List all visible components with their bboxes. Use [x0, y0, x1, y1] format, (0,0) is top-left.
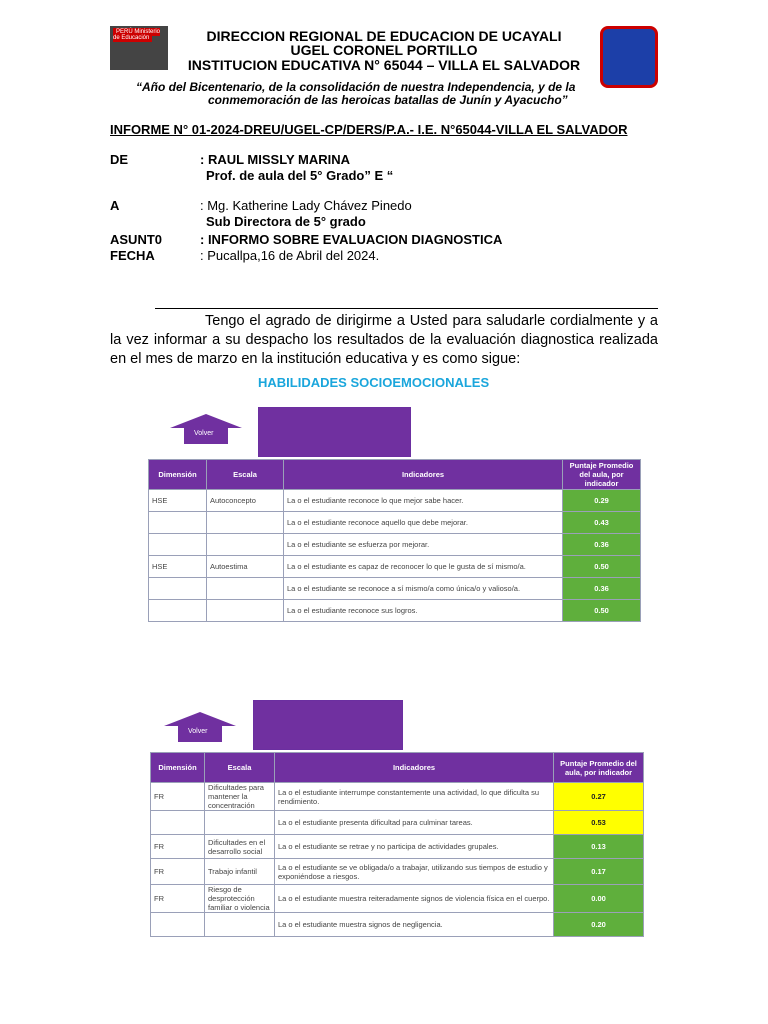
asunto-value: : INFORMO SOBRE EVALUACION DIAGNOSTICA: [200, 232, 503, 247]
body-paragraph: Tengo el agrado de dirigirme a Usted para saludarle cordialmente y a la vez informar a su despacho los resultados de la evaluación diagnostica realizada en el mes de marzo en la institución educativa y es como sigue:: [110, 313, 658, 367]
ministry-logo: PERÚ Ministerio de Educación: [110, 26, 168, 70]
section-title: HABILIDADES SOCIOEMOCIONALES: [258, 375, 490, 390]
a-value: : Mg. Katherine Lady Chávez Pinedo: [200, 198, 412, 213]
header-line3: INSTITUCION EDUCATIVA N° 65044 – VILLA EL SALVADOR: [187, 57, 581, 73]
informe-title: INFORME N° 01-2024-DREU/UGEL-CP/DERS/P.A.- I.E. N°65044-VILLA EL SALVADOR: [110, 122, 628, 137]
fecha-label: FECHA: [110, 248, 155, 263]
asunto-label: ASUNT0: [110, 232, 163, 247]
quote-line1: “Año del Bicentenario, de la consolidación de nuestra Independencia, y de la: [136, 80, 576, 94]
divider: [155, 308, 658, 309]
header-line2: UGEL CORONEL PORTILLO: [290, 42, 478, 58]
up-arrow-icon: [164, 712, 236, 742]
de-value: : RAUL MISSLY MARINA: [200, 152, 350, 167]
volver-button-2[interactable]: Volver: [164, 712, 236, 742]
a-role: Sub Directora de 5° grado: [206, 214, 366, 229]
legend-2: [253, 700, 403, 750]
a-label: A: [110, 198, 120, 213]
de-label: DE: [110, 152, 129, 167]
table-fr: Dimensión Escala Indicadores Puntaje Promedio del aula, por indicador FR Dificultades para mantener la concentración La o el estudiante interrumpe constantemente una actividad, lo que dificulta su rendimiento. 0.27 La o el estudiante presenta dificultad para culminar tareas. 0.53 FR Dificultades en el desarrollo social La o el estudiante se retrae y no participa de actividades grupales. 0.13 FR Trabajo infantil La o el estudiante se ve obligada/o a trabajar, utilizando sus tiempos de estudio y exponiéndose a riesgos. 0.17 FR Riesgo de desprotección familiar o violencia La o el estudiante muestra reiteradamente signos de violencia física en el cuerpo. 0.00 La o el estudiante muestra signos de negligencia. 0.20: [150, 752, 644, 937]
de-role: Prof. de aula del 5° Grado” E “: [206, 168, 394, 183]
fecha-value: : Pucallpa,16 de Abril del 2024.: [200, 248, 380, 263]
up-arrow-icon: [170, 414, 242, 444]
volver-button-1[interactable]: Volver: [170, 414, 242, 444]
table-hse: Dimensión Escala Indicadores Puntaje Promedio del aula, por indicador HSE Autoconcepto La o el estudiante reconoce lo que mejor sabe hacer. 0.29 La o el estudiante reconoce aquello que debe mejorar. 0.43 La o el estudiante se esfuerza por mejorar. 0.36 HSE Autoestima La o el estudiante es capaz de reconocer lo que le gusta de sí mismo/a. 0.50 La o el estudiante se reconoce a sí mismo/a como única/o y valioso/a. 0.36 La o el estudiante reconoce sus logros. 0.50: [148, 459, 641, 622]
quote-line2: conmemoración de las heroicas batallas de Junín y Ayacucho”: [208, 93, 568, 107]
header-line1: DIRECCION REGIONAL DE EDUCACION DE UCAYALI: [206, 28, 562, 44]
legend-1: [258, 407, 411, 457]
